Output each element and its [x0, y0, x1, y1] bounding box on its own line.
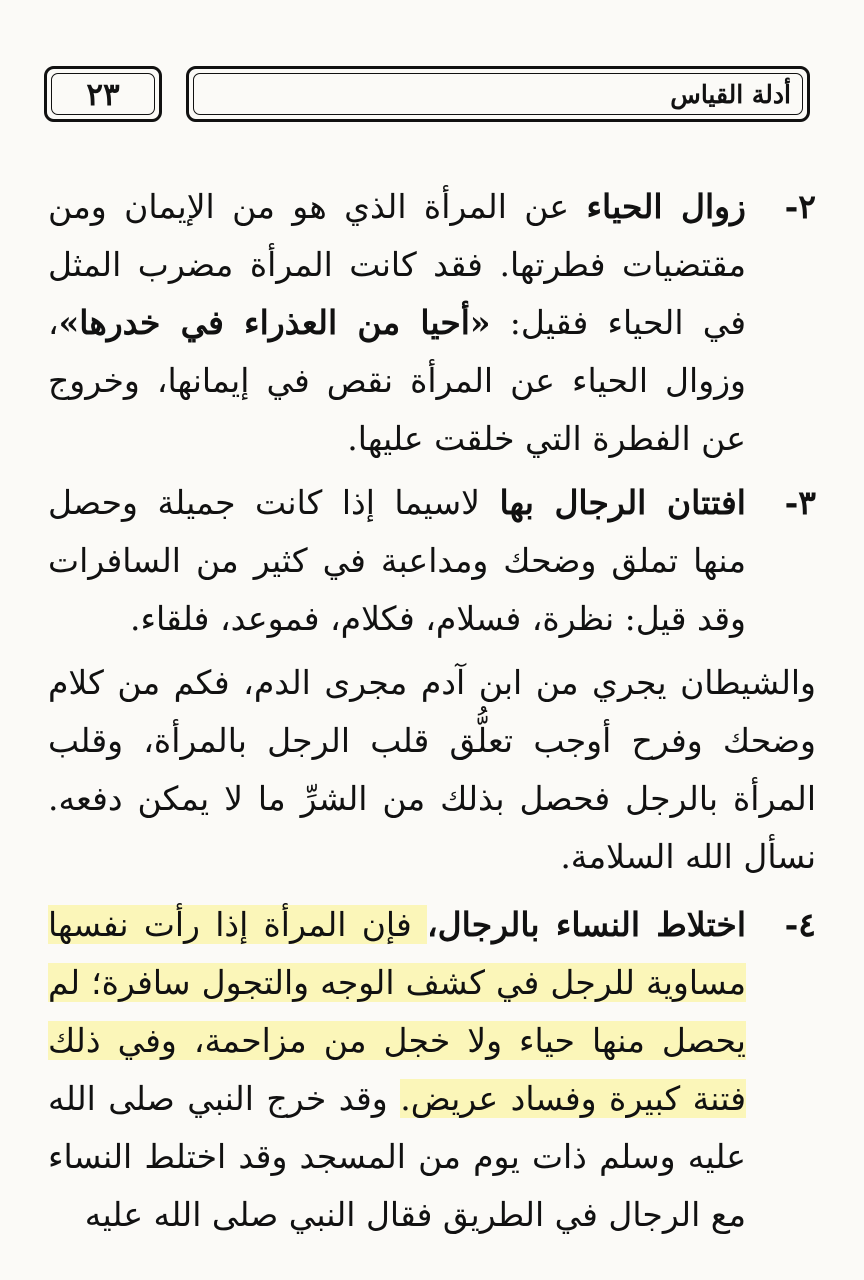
- item-lead: افتتان الرجال بها: [499, 483, 746, 522]
- chapter-title-frame: [186, 66, 810, 122]
- item-marker: ٤-: [784, 905, 816, 944]
- page-number-frame: [44, 66, 162, 122]
- proverb-quote: «أحيا من العذراء في خدرها»: [58, 303, 491, 342]
- item-text: ، وزوال الحياء عن المرأة نقص في إيمانها، وخروج عن الفطرة التي خلقت عليها.: [48, 303, 746, 458]
- item-text: لاسيما إذا كانت جميلة وحصل منها تملق وضحك ومداعبة في كثير من السافرات وقد قيل: نظرة، فسلام، فكلام، فموعد، فلقاء.: [48, 483, 746, 638]
- page-number: ٢٣: [86, 77, 120, 113]
- highlighted-text: فإن المرأة إذا رأت نفسها مساوية للرجل في كشف الوجه والتجول سافرة؛ لم يحصل منها حياء ولا خجل من مزاحمة، وفي ذلك فتنة كبيرة وفساد عريض.: [48, 905, 746, 1118]
- item-text: عن المرأة الذي هو من الإيمان ومن مقتضيات فطرتها. فقد كانت المرأة مضرب المثل في الحياء فقيل:: [48, 187, 746, 342]
- item-marker: ٢-: [784, 187, 816, 226]
- item-lead: اختلاط النساء بالرجال،: [427, 905, 746, 944]
- item-lead: زوال الحياء: [586, 187, 746, 226]
- body-paragraph: والشيطان يجري من ابن آدم مجرى الدم، فكم من كلام وضحك وفرح أوجب تعلُّق قلب الرجل بالمرأة، وقلب المرأة بالرجل فحصل بذلك من الشرِّ ما لا يمكن دفعه. نسأل الله السلامة.: [48, 663, 816, 876]
- page-body: [48, 178, 816, 1250]
- list-item-4: [48, 896, 816, 1244]
- chapter-title: أدلة القياس: [670, 80, 791, 109]
- list-item-3: [48, 474, 816, 648]
- list-item-2: [48, 178, 816, 468]
- item-text: وقد خرج النبي صلى الله عليه وسلم ذات يوم من المسجد وقد اختلط النساء مع الرجال في الطريق فقال النبي صلى الله عليه: [48, 1079, 746, 1234]
- item-marker: ٣-: [784, 483, 816, 522]
